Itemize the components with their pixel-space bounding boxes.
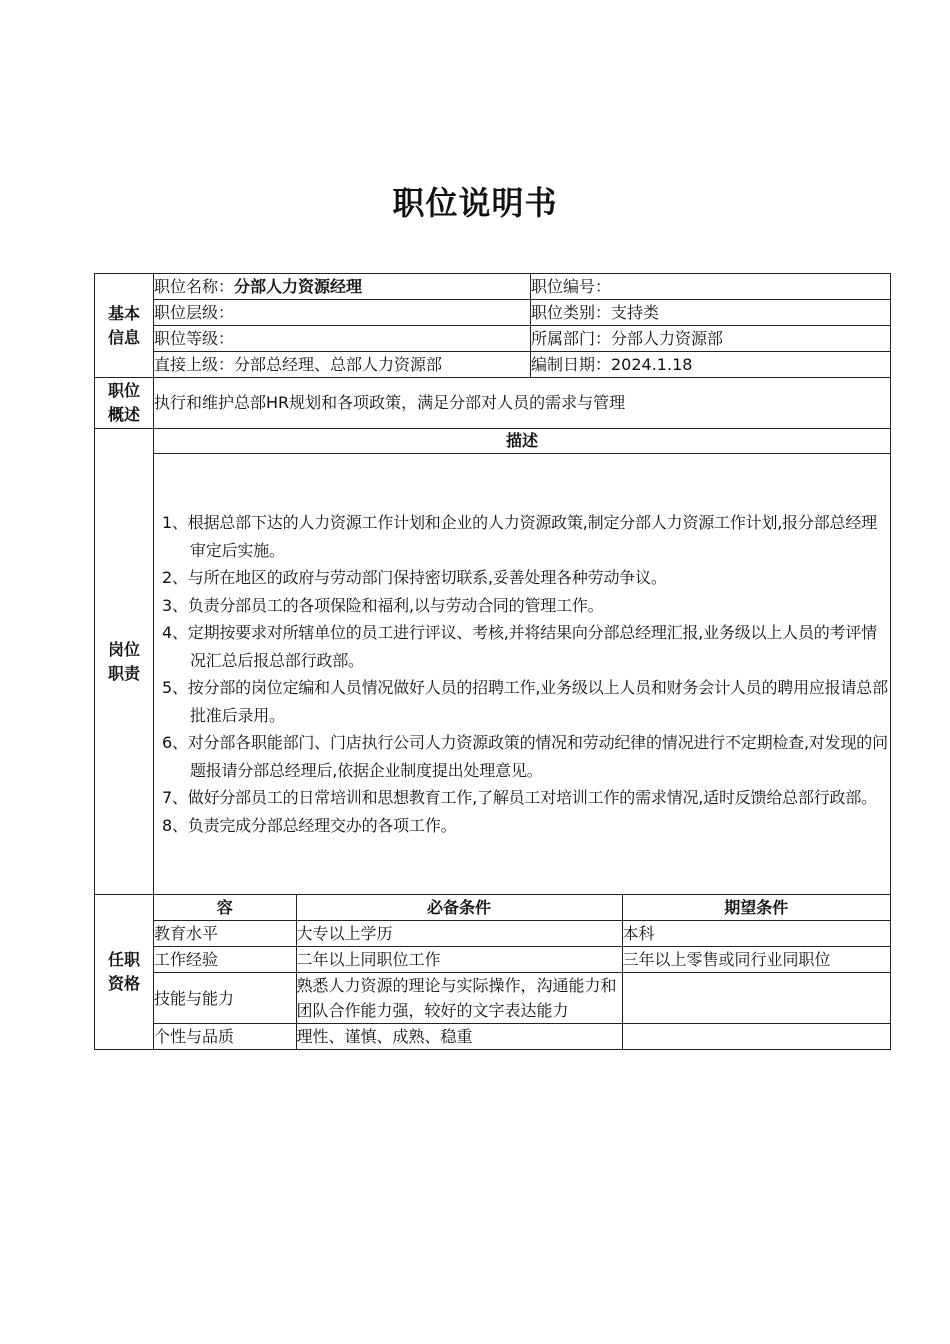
table-cell: 三年以上零售或同行业同职位 [622, 947, 890, 973]
duties-header: 描述 [154, 429, 891, 454]
position-level-cell: 职位层级： [154, 300, 531, 326]
table-cell: 教育水平 [154, 921, 296, 947]
position-category-cell: 职位类别：支持类 [531, 300, 891, 326]
table-row [154, 1024, 890, 1050]
table-cell: 本科 [622, 921, 890, 947]
table-cell: 二年以上同职位工作 [296, 947, 622, 973]
table-cell: 技能与能力 [154, 973, 296, 1024]
position-code-cell: 职位编号： [531, 274, 891, 300]
department-cell: 所属部门：分部人力资源部 [531, 326, 891, 352]
position-name-value: 分部人力资源经理 [234, 277, 363, 296]
list-item: 1、根据总部下达的人力资源工作计划和企业的人力资源政策,制定分部人力资源工作计划,报分部总经理审定后实施。 [162, 513, 877, 560]
overview-text: 执行和维护总部HR规划和各项政策，满足分部对人员的需求与管理 [154, 378, 891, 429]
table-cell: 个性与品质 [154, 1024, 296, 1050]
duties-list [154, 454, 891, 895]
table-row [154, 973, 890, 1024]
table-cell: 大专以上学历 [296, 921, 622, 947]
list-item: 6、对分部各职能部门、门店执行公司人力资源政策的情况和劳动纪律的情况进行不定期检查,对发现的问题报请分部总经理后,依据企业制度提出处理意见。 [162, 733, 888, 780]
qualifications-header-preferred: 期望条件 [622, 895, 890, 921]
list-item: 4、定期按要求对所辖单位的员工进行评议、考核,并将结果向分部总经理汇报,业务级以上人员的考评情况汇总后报总部行政部。 [162, 623, 877, 670]
direct-superior-cell: 直接上级：分部总经理、总部人力资源部 [154, 352, 531, 378]
qualifications-header-required: 必备条件 [296, 895, 622, 921]
table-cell [622, 973, 890, 1024]
list-item: 3、负责分部员工的各项保险和福利,以与劳动合同的管理工作。 [162, 595, 604, 615]
qualifications-table [154, 895, 890, 1049]
position-name-cell [154, 274, 531, 300]
duties-label: 岗位 职责 [95, 429, 154, 895]
list-item: 5、按分部的岗位定编和人员情况做好人员的招聘工作,业务级以上人员和财务会计人员的聘用应报请总部批准后录用。 [162, 678, 888, 725]
table-cell [622, 1024, 890, 1050]
overview-label: 职位 概述 [95, 378, 154, 429]
list-item: 8、负责完成分部总经理交办的各项工作。 [162, 815, 457, 835]
qualifications-label: 任职 资格 [95, 895, 154, 1050]
table-row [154, 921, 890, 947]
qualifications-table-cell [154, 895, 891, 1050]
document-title: 职位说明书 [392, 184, 558, 222]
list-item: 2、与所在地区的政府与劳动部门保持密切联系,妥善处理各种劳动争议。 [162, 568, 667, 587]
table-row [154, 947, 890, 973]
table-cell: 工作经验 [154, 947, 296, 973]
position-grade-cell: 职位等级： [154, 326, 531, 352]
table-cell: 理性、谨慎、成熟、稳重 [296, 1024, 622, 1050]
table-cell: 熟悉人力资源的理论与实际操作，沟通能力和团队合作能力强，较好的文字表达能力 [296, 973, 622, 1024]
position-name-label: 职位名称： [154, 277, 235, 296]
date-cell: 编制日期：2024.1.18 [531, 352, 891, 378]
basic-info-label: 基本 信息 [95, 274, 154, 378]
qualifications-header-item: 容 [216, 898, 233, 917]
job-description-table [94, 273, 891, 1050]
list-item: 7、做好分部员工的日常培训和思想教育工作,了解员工对培训工作的需求情况,适时反馈给总部行政部。 [162, 788, 877, 807]
